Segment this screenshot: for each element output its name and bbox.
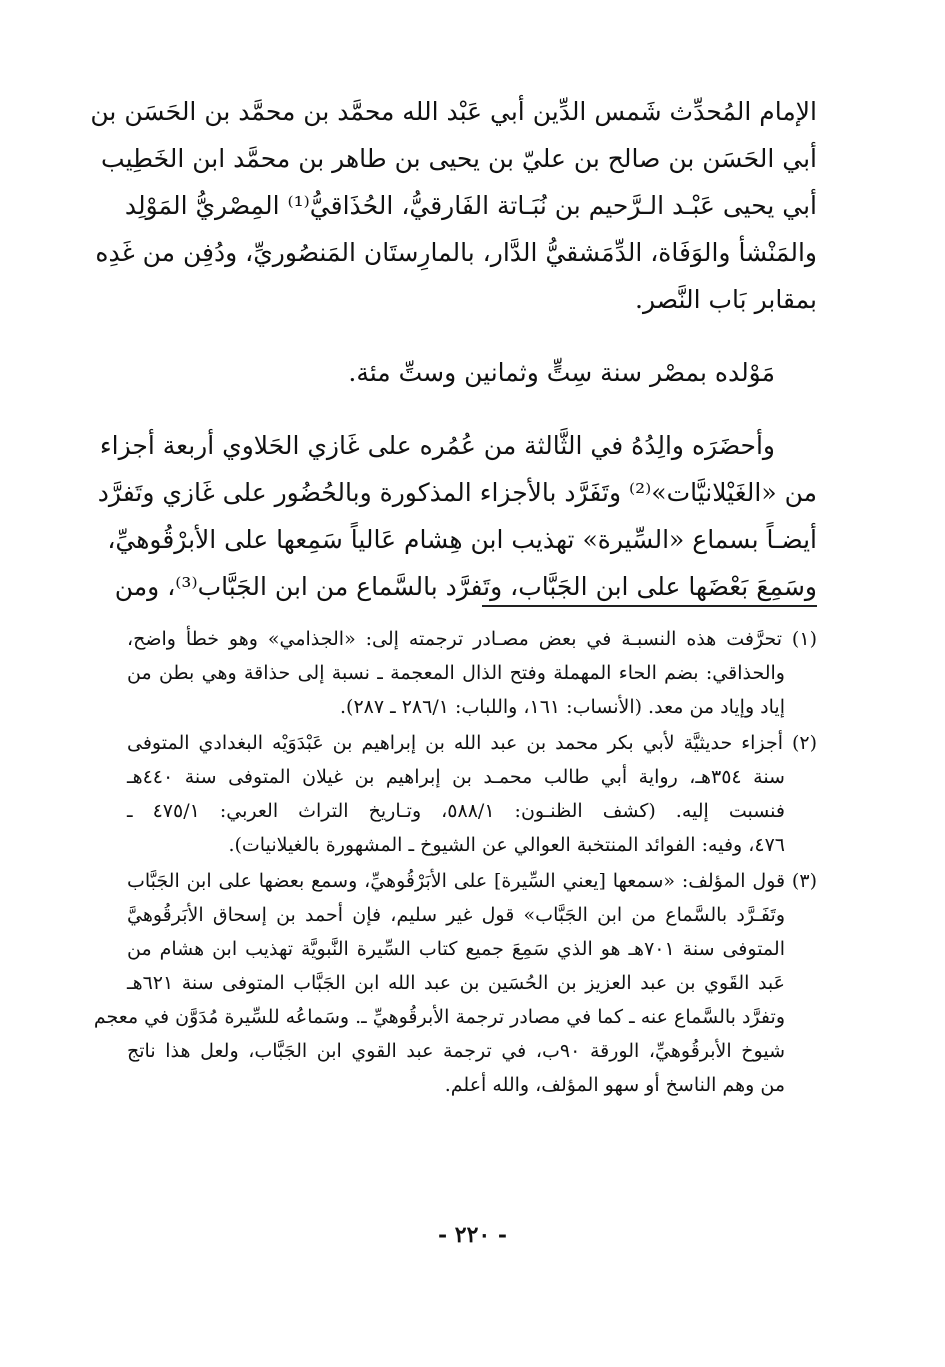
footnote-line: ٤٧٦، وفيه: الفوائد المنتخبة العوالي عن الشيوخ ـ المشهورة بالغيلانيات). <box>228 834 785 856</box>
footnote-1 <box>127 622 817 724</box>
footnote-line: المتوفى سنة ٧٠١هـ هو الذي سَمِعَ جميع كتاب السِّيرة النَّبويَّة تهذيب ابن هشام من <box>127 938 785 960</box>
text-line: بمقابر بَاب النَّصر. <box>635 285 817 314</box>
footnote-line: سنة ٣٥٤هـ، رواية أبي طالب محمـد بن إبراهيم بن غيلان المتوفى سنة ٤٤٠هـ <box>127 766 785 788</box>
footnote-line: (٣) قول المؤلف: «سمعها [يعني السِّيرة] على الأبَرْقُوهيِّ، وسمع بعضها على ابن الجَبَّاب <box>127 870 817 892</box>
footnote-line: (٢) أجزاء حديثيَّة لأبي بكر محمد بن عبد الله بن إبراهيم بن عَبْدَوَيْه البغدادي المتوفى <box>127 732 817 754</box>
footnote-divider <box>482 605 817 607</box>
main-text <box>90 88 817 610</box>
text-line: والمَنْشأ والوَفَاة، الدِّمَشقيُّ الدَّار، بالمارِستَان المَنصُوريِّ، ودُفِن من غَدِه <box>95 238 817 267</box>
text-line: أبي يحيى عَبْـد الـرَّحيم بن نُبَـاتة الفَارقيُّ، الحُذَاقيُّ⁽¹⁾ المِصْريُّ المَوْلِد <box>124 191 817 220</box>
footnote-line: والحذاقي: بضم الحاء المهملة وفتح الذال المعجمة ـ نسبة إلى حذاقة وهي بطن من <box>127 662 785 684</box>
footnote-line: إياد وإياد من معد. (الأنساب: ١٦١، واللباب: ٢٨٦/١ ـ ٢٨٧). <box>339 696 785 718</box>
footnote-line: فنسبت إليه. (كشف الظنـون: ٥٨٨/١، وتـاريخ التراث العربي: ٤٧٥/١ ـ <box>127 800 786 822</box>
footnote-line: وتَفَـرَّد بالسَّماع من ابن الجَبَّاب» قول غير سليم، فإن أحمد بن إسحاق الأبَرقُوهيَّ <box>127 904 785 926</box>
paragraph-3 <box>97 422 817 610</box>
footnote-line: (١) تحرَّفت هذه النسبـة في بعض مصـادر ترجمته إلى: «الجذامي» وهو خطأ واضح، <box>127 628 817 650</box>
text-line: وأحضَرَه والِدُهُ في الثَّالثة من عُمُره على غَازي الحَلاوي أربعة أجزاء <box>99 431 775 460</box>
footnotes <box>93 622 817 1102</box>
text-line: من «الغَيْلانيَّات»⁽²⁾ وتَفَرَّد بالأجزاء المذكورة وبالحُضُور على غَازي وتَفرَّد <box>97 478 817 507</box>
text-line: أيضـاً بسماع «السِّيرة» تهذيب ابن هِشام عَالياً سَمِعها على الأبرْقُوهيِّ، <box>107 525 817 554</box>
page-number: - ٢٢٠ - <box>437 1222 508 1248</box>
footnote-3 <box>93 864 817 1102</box>
text-line: الإمام المُحدِّث شَمس الدِّين أبي عَبْد الله محمَّد بن محمَّد بن الحَسَن بن <box>90 97 817 126</box>
text-line: مَوْلده بمصْر سنة سِتٍّ وثمانين وستِّ مئة. <box>348 358 775 387</box>
paragraph-2 <box>127 349 817 396</box>
footnote-line: شيوخ الأبرقُوهيِّ، الورقة ٩٠ب، في ترجمة عبد القوي ابن الجَبَّاب، ولعل هذا ناتج <box>127 1040 786 1062</box>
footnote-2 <box>127 726 817 862</box>
text-line: وسَمِعَ بَعْضَها على ابن الجَبَّاب، وتَفرَّد بالسَّماع من ابن الجَبَّاب⁽³⁾، ومن <box>114 572 817 601</box>
footnote-line: من وهم الناسخ أو سهو المؤلف، والله أعلم. <box>444 1074 785 1096</box>
paragraph-1 <box>90 88 817 323</box>
footnote-line: عَبد القَوي بن عبد العزيز بن الحُسَين بن عبد الله ابن الجَبَّاب المتوفى سنة ٦٢١هـ <box>127 972 785 994</box>
footnote-line: وتفرَّد بالسَّماع عنه ـ كما في مصادر ترجمة الأبرقُوهيِّ ـ. وسَماعُه للسِّيرة مُدَوَّن في معجم <box>93 1006 785 1028</box>
text-line: أبي الحَسَن بن صالح بن عليّ بن يحيى بن طاهر بن محمَّد ابن الخَطِيب <box>101 144 817 173</box>
